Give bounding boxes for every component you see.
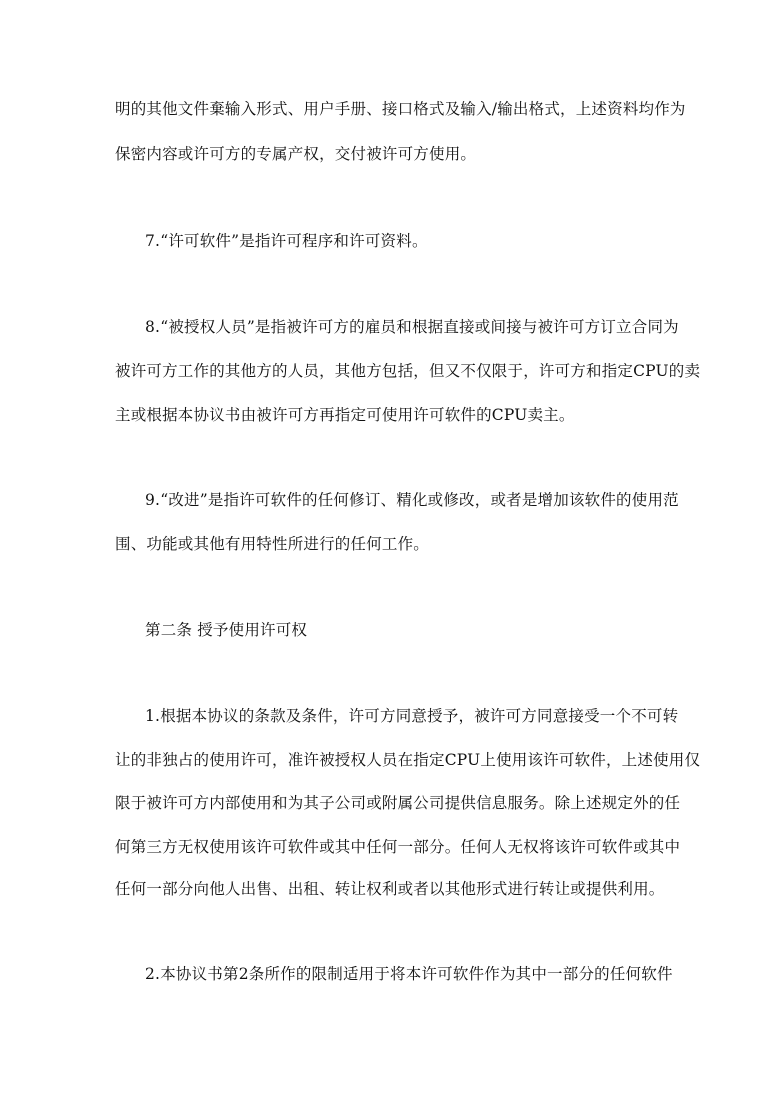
paragraph-line: 保密内容或许可方的专属产权，交付被许可方使用。 bbox=[115, 145, 477, 163]
paragraph-line: 任何一部分向他人出售、出租、转让权利或者以其他形式进行转让或提供利用。 bbox=[115, 880, 665, 898]
paragraph-line: 2.本协议书第2条所作的限制适用于将本许可软件作为其中一部分的任何软件 bbox=[145, 965, 673, 983]
paragraph-line: 9.“改进”是指许可软件的任何修订、精化或修改，或者是增加该软件的使用范 bbox=[145, 491, 679, 509]
paragraph-line: 让的非独占的使用许可，准许被授权人员在指定CPU上使用该许可软件，上述使用仅 bbox=[115, 751, 701, 769]
paragraph-line: 被许可方工作的其他方的人员，其他方包括，但又不仅限于，许可方和指定CPU的卖 bbox=[115, 362, 701, 380]
section-heading: 第二条 授予使用许可权 bbox=[145, 621, 308, 639]
paragraph-line: 围、功能或其他有用特性所进行的任何工作。 bbox=[115, 535, 430, 553]
paragraph-line: 何第三方无权使用该许可软件或其中任何一部分。任何人无权将该许可软件或其中 bbox=[115, 838, 681, 856]
paragraph-line: 1.根据本协议的条款及条件，许可方同意授予，被许可方同意接受一个不可转 bbox=[145, 707, 679, 725]
paragraph-line: 限于被许可方内部使用和为其子公司或附属公司提供信息服务。除上述规定外的任 bbox=[115, 794, 681, 812]
paragraph-line: 主或根据本协议书由被许可方再指定可使用许可软件的CPU卖主。 bbox=[115, 406, 575, 424]
paragraph-line: 8.“被授权人员”是指被许可方的雇员和根据直接或间接与被许可方订立合同为 bbox=[145, 318, 679, 336]
paragraph-line: 7.“许可软件”是指许可程序和许可资料。 bbox=[145, 232, 428, 250]
paragraph-line: 明的其他文件棄输入形式、用户手册、接口格式及输入/输出格式，上述资料均作为 bbox=[115, 100, 686, 118]
